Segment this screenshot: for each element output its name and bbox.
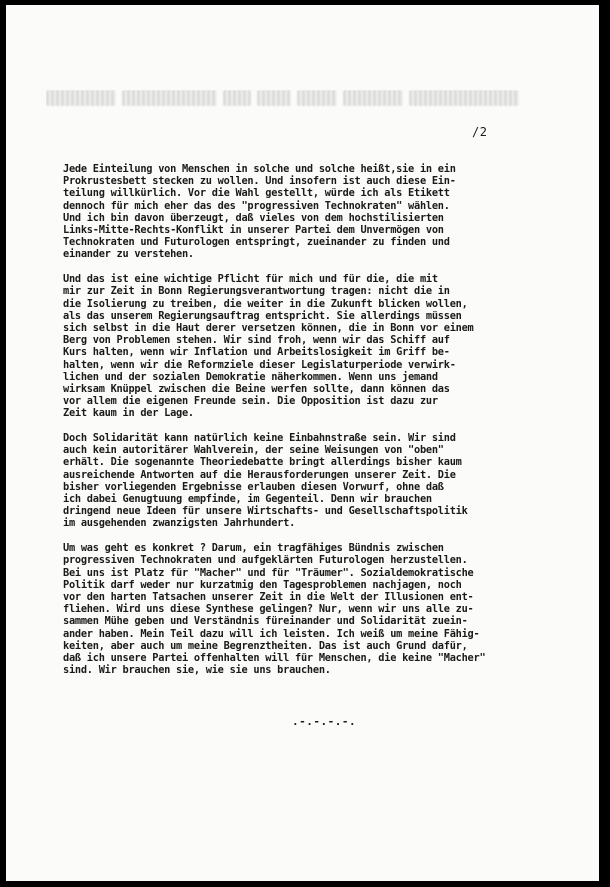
- text-line: Zeit kaum in der Lage.: [63, 407, 194, 420]
- end-mark: .-.-.-.-.: [292, 715, 357, 728]
- text-line: Doch Solidarität kann natürlich keine Einbahnstraße sein. Wir sind: [63, 432, 456, 445]
- text-line: ich dabei Genugtuung empfinde, im Gegenteil. Denn wir brauchen: [63, 493, 432, 506]
- text-line: die Isolierung zu treiben, die weiter in die Zukunft blicken wollen,: [63, 297, 468, 310]
- text-line: sich selbst in die Haut derer versetzen können, die in Bonn vor einem: [63, 321, 474, 334]
- paragraph: [63, 542, 563, 676]
- text-line: Berg von Problemen stehen. Wir sind froh, wenn wir das Schiff auf: [63, 334, 450, 347]
- text-line: ander haben. Mein Teil dazu will ich leisten. Ich weiß um meine Fähig-: [63, 627, 480, 640]
- text-line: Technokraten und Futurologen entspringt, zueinander zu finden und: [63, 236, 450, 249]
- text-line: vor allem die eigenen Freunde sein. Die Opposition ist dazu zur: [63, 395, 438, 408]
- text-line: ausreichende Antworten auf die Herausforderungen unserer Zeit. Die: [63, 468, 456, 481]
- text-line: einander zu verstehen.: [63, 248, 194, 261]
- text-line: Um was geht es konkret ? Darum, ein tragfähiges Bündnis zwischen: [63, 542, 444, 555]
- text-line: bisher vorliegenden Ergebnisse erlauben diesen Vorwurf, ohne daß: [63, 480, 444, 493]
- text-line: Politik darf weder nur kurzatmig den Tagesproblemen nachjagen, noch: [63, 578, 462, 591]
- text-line: teilung willkürlich. Vor die Wahl gestellt, würde ich als Etikett: [63, 187, 450, 200]
- text-line: sind. Wir brauchen sie, wie sie uns brauchen.: [63, 664, 331, 677]
- text-line: dennoch für mich eher das des "progressiven Technokraten" wählen.: [63, 199, 450, 212]
- body-text: [63, 163, 563, 689]
- text-line: Und ich bin davon überzeugt, daß vieles von dem hochstilisierten: [63, 211, 444, 224]
- text-line: halten, wenn wir die Reformziele dieser Legislaturperiode verwirk-: [63, 358, 456, 371]
- text-line: mir zur Zeit in Bonn Regierungsverantwortung tragen: nicht die in: [63, 285, 450, 298]
- text-line: im ausgehenden zwanzigsten Jahrhundert.: [63, 517, 296, 530]
- text-line: keiten, aber auch um meine Begrenztheiten. Das ist auch Grund dafür,: [63, 639, 468, 652]
- text-line: Kurs halten, wenn wir Inflation und Arbeitslosigkeit im Griff be-: [63, 346, 450, 359]
- text-line: progressiven Technokraten und aufgeklärten Futurologen herzustellen.: [63, 554, 468, 567]
- text-line: auch kein autoritärer Wahlverein, der seine Weisungen von "oben": [63, 444, 444, 457]
- text-line: dringend neue Ideen für unsere Wirtschafts- und Gesellschaftspolitik: [63, 505, 468, 518]
- paragraph: [63, 432, 563, 530]
- text-line: erhält. Die sogenannte Theoriedebatte bringt allerdings bisher kaum: [63, 456, 462, 469]
- text-line: Jede Einteilung von Menschen in solche und solche heißt,sie in ein: [63, 163, 456, 175]
- text-line: daß ich unsere Partei offenhalten will für Menschen, die keine "Macher": [63, 652, 486, 665]
- faded-letterhead: [46, 90, 566, 118]
- text-line: Und das ist eine wichtige Pflicht für mich und für die, die mit: [63, 273, 438, 286]
- text-line: vor den harten Tatsachen unserer Zeit in die Welt der Illusionen ent-: [63, 591, 474, 603]
- text-line: Bei uns ist Platz für "Macher" und für "Träumer". Sozialdemokratische: [63, 566, 474, 579]
- document-page: [6, 5, 599, 881]
- paragraph: [63, 273, 563, 419]
- text-line: fliehen. Wird uns diese Synthese gelingen? Nur, wenn wir uns alle zu-: [63, 603, 474, 616]
- text-line: als das unserem Regierungsauftrag entspricht. Sie allerdings müssen: [63, 309, 462, 322]
- text-line: sammen Mühe geben und Verständnis füreinander und Solidarität zuein-: [63, 615, 468, 628]
- text-line: wirksam Knüppel zwischen die Beine werfen sollte, dann können das: [63, 382, 450, 395]
- text-line: Prokrustesbett stecken zu wollen. Und insofern ist auch diese Ein-: [63, 175, 456, 188]
- text-line: lichen und der sozialen Demokratie näherkommen. Wenn uns jemand: [63, 370, 438, 383]
- page-number: /2: [472, 125, 488, 139]
- paragraph: [63, 163, 563, 261]
- text-line: Links-Mitte-Rechts-Konflikt in unserer Partei dem Unvermögen von: [63, 224, 444, 237]
